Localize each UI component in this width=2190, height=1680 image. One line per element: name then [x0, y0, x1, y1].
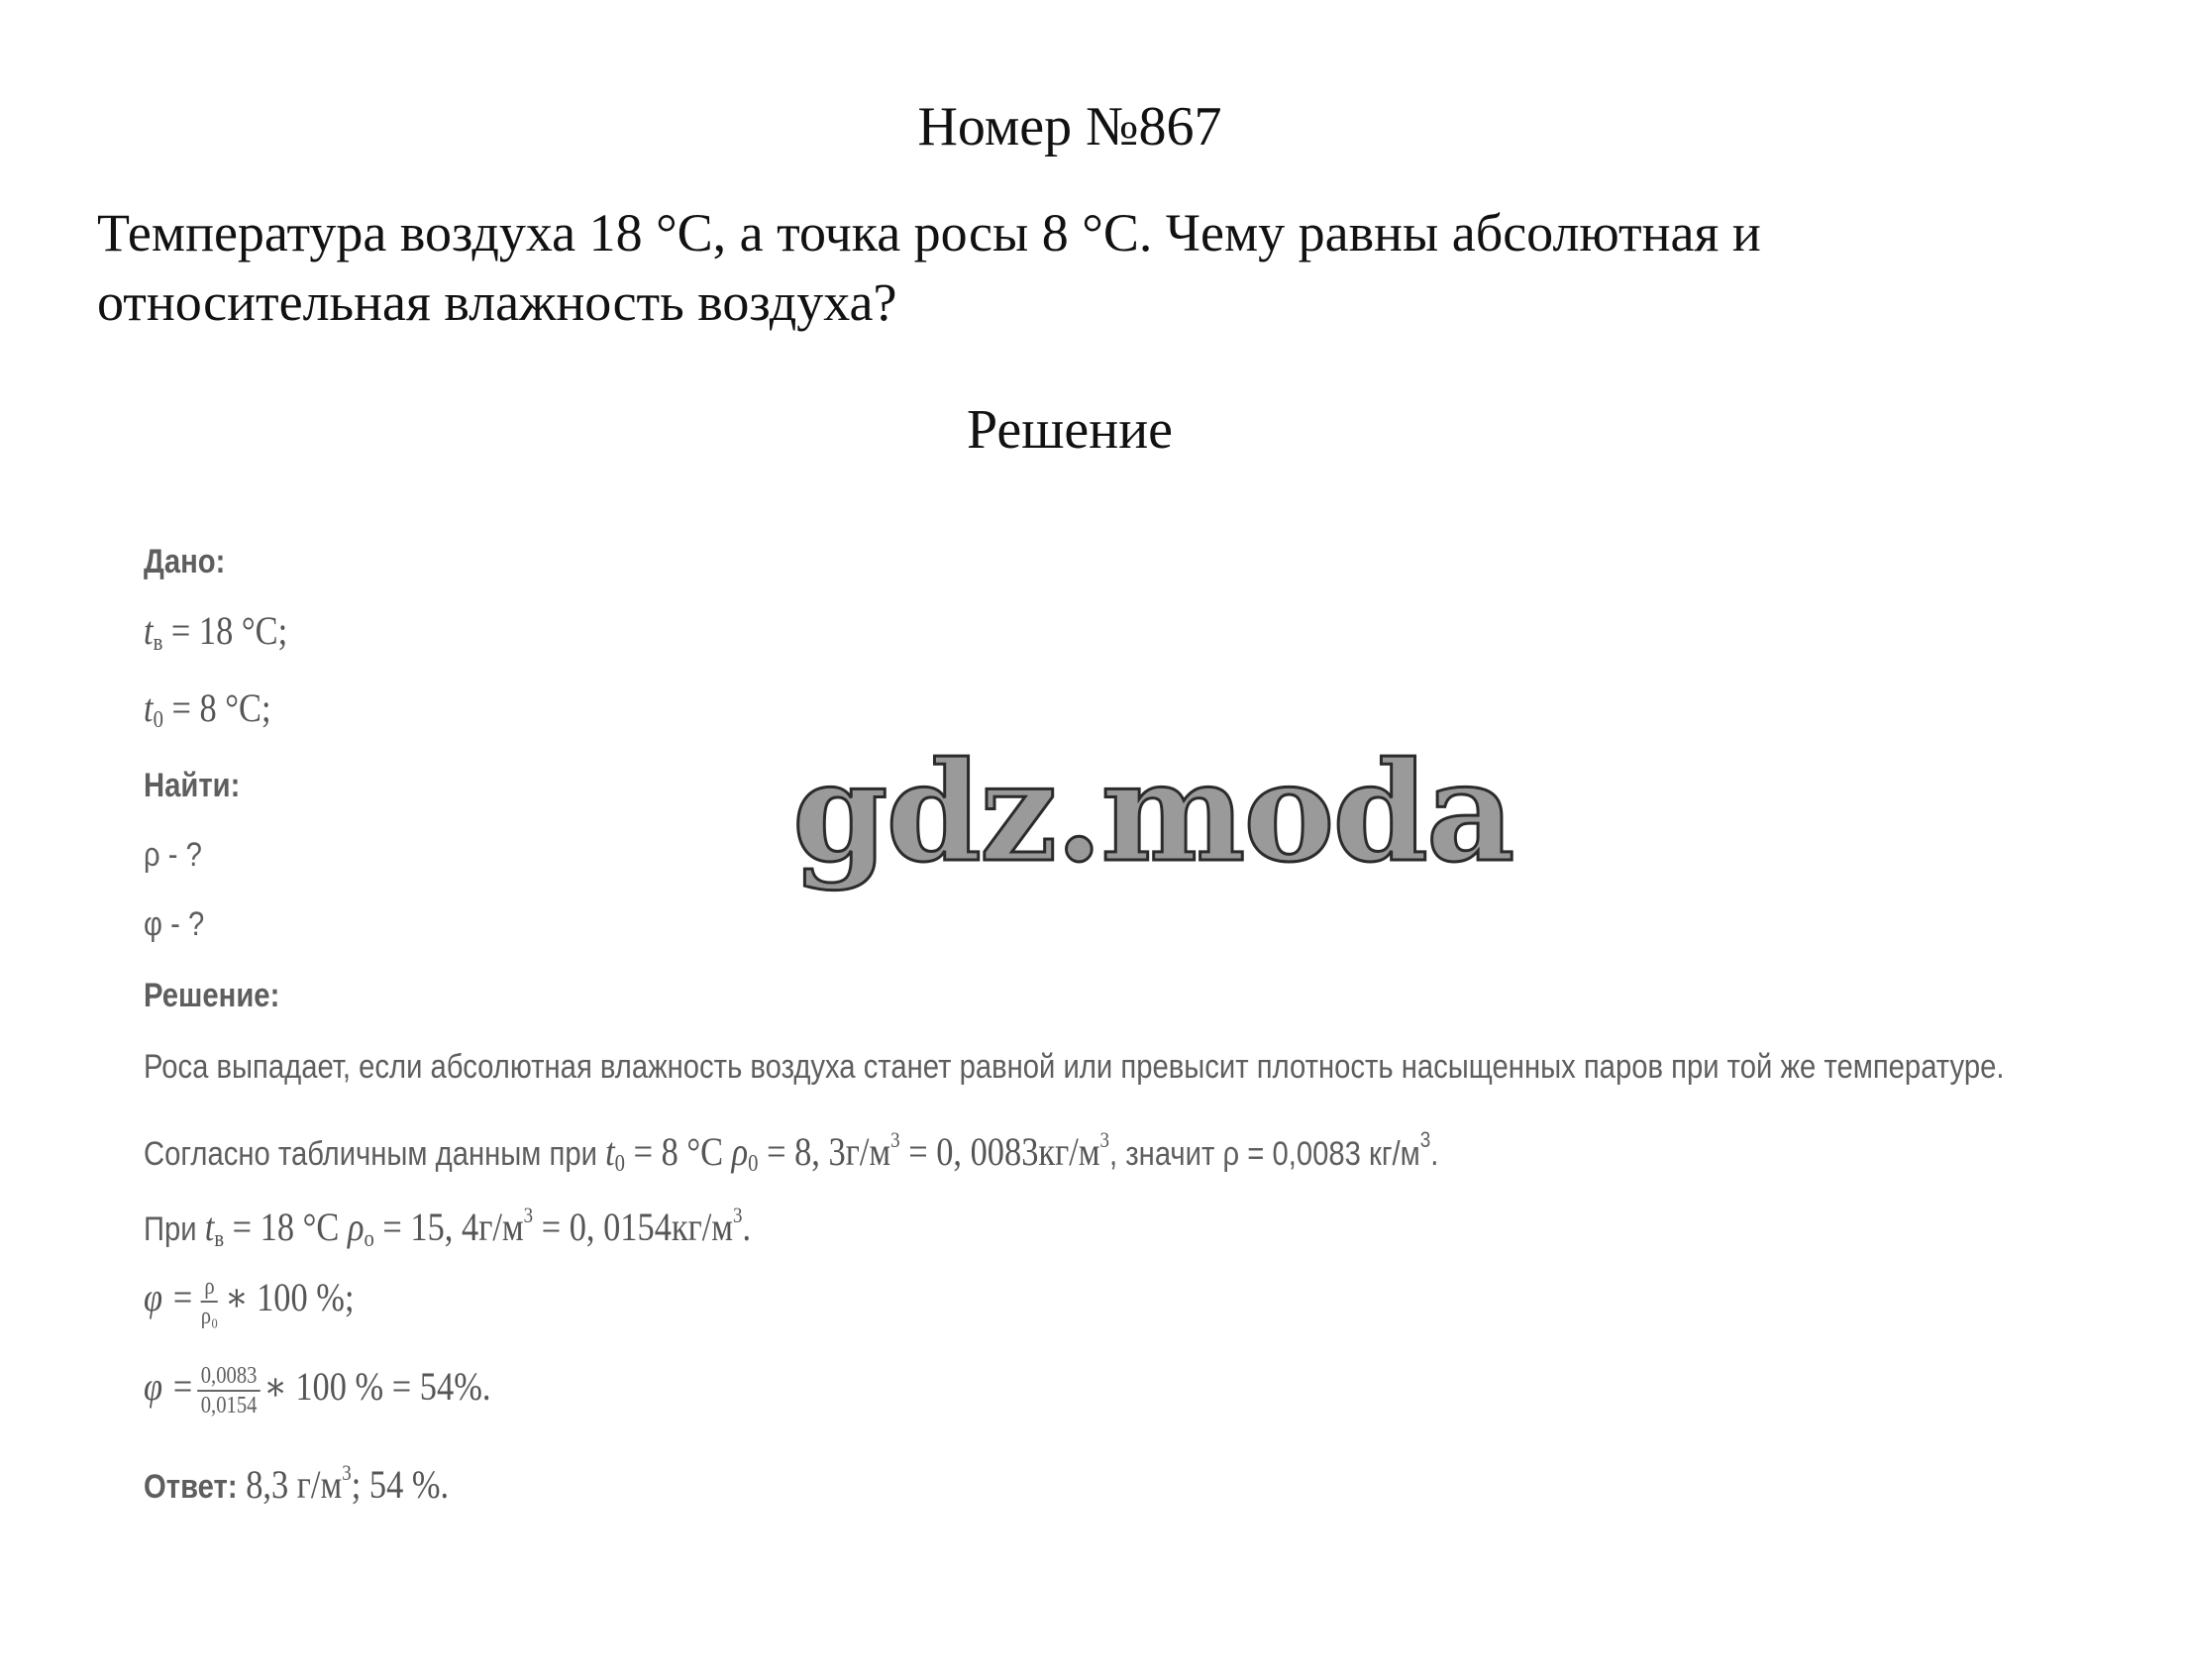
formula-phi-definition: φ = $\frac{\rho}{\text{ρ₀}}$ ∗ 100 %;: [144, 1274, 355, 1329]
watermark-logo: gdz.moda: [792, 731, 1513, 892]
solution-text-1: Роса выпадает, если абсолютная влажность воздуха станет равной или превысит плотность насыщенных паров при той же температуре.: [144, 1048, 2005, 1086]
problem-statement: [97, 198, 2098, 337]
given-dew-point: $t_0 = 8$ °С;: [144, 685, 271, 733]
find-phi: φ - ?: [144, 905, 205, 943]
find-rho: ρ - ?: [144, 836, 202, 874]
page-title: Номер №867: [917, 96, 1222, 158]
problem-line-1: Температура воздуха 18 °С, а точка росы 8 °С. Чему равны абсолютная и: [97, 203, 1761, 262]
answer-label: Ответ:: [144, 1468, 238, 1506]
problem-line-2: относительная влажность воздуха?: [97, 272, 897, 332]
formula-phi-calculation: φ = $\frac{0,0083}{0,0154}$ ∗ 100 % = 54%.: [144, 1363, 491, 1418]
fraction-rho-over-rho0: $\frac{\rho}{\text{ρ₀}}$: [200, 1274, 219, 1329]
answer-line: Ответ: 8,3 $г/м^3$; 54 %.: [144, 1460, 450, 1507]
solution-label: Решение:: [144, 977, 280, 1014]
fraction-values: $\frac{0,0083}{0,0154}$: [197, 1362, 261, 1419]
solution-text-3: При $t_в = 18$ °С $\rho_о = 15$, $4г/м^3 = 0$, $0154кг/м^3$.: [144, 1203, 752, 1252]
solution-text-2: Согласно табличным данным при $t_0 = 8$ °С $\rho_0 = 8$, $3г/м^3 = 0$, $0083кг/м^3$, значит ρ = 0,0083 $кг/м^3$.: [144, 1127, 1439, 1177]
solution-heading: Решение: [966, 399, 1174, 461]
given-air-temperature: $t_в = 18$ °С;: [144, 608, 288, 656]
find-label: Найти:: [144, 767, 241, 804]
given-label: Дано:: [144, 543, 226, 580]
